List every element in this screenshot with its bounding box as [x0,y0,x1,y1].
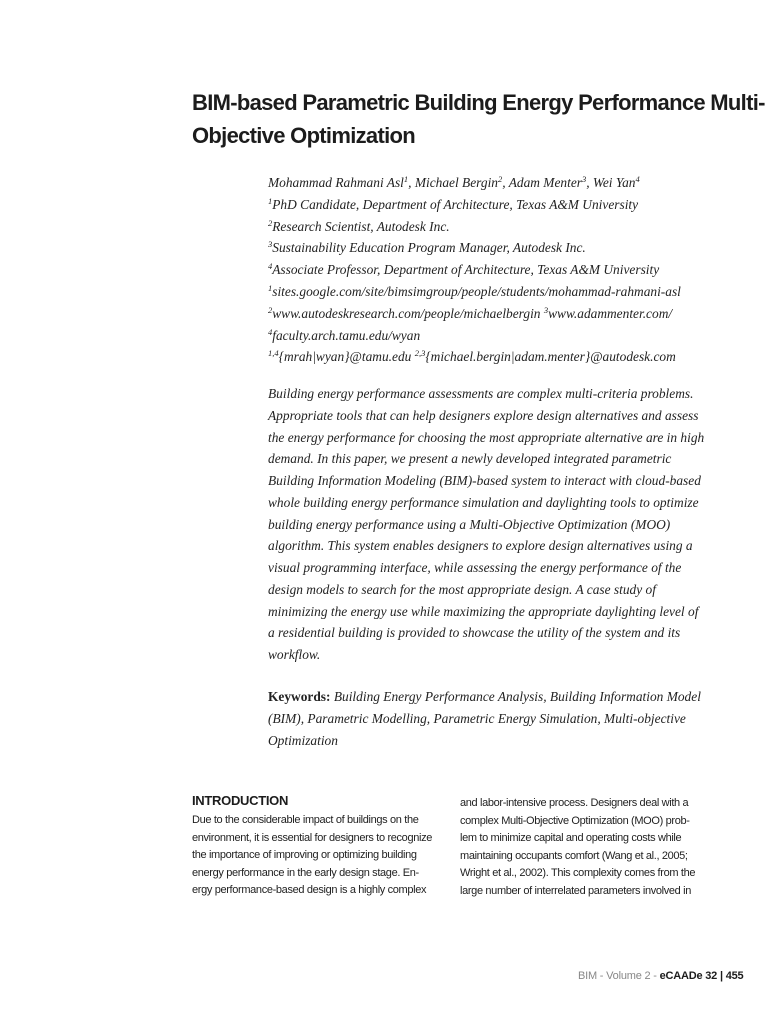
author-url [268,303,738,325]
author-names [268,172,738,194]
intro-column-left [192,812,444,900]
body-line: Wright et al., 2002). This complexity comes from the [460,867,696,880]
affiliation [268,259,738,281]
keywords-line [268,686,738,708]
intro-column-right [460,795,712,901]
body-line: maintaining occupants comfort (Wang et al., 2005; [460,849,688,862]
email-sup: 2,3 [414,348,426,359]
affiliation [268,216,738,238]
keywords [268,686,738,751]
email-sup: 1,4 [268,348,279,359]
footer-prefix: BIM - Volume 2 - [578,970,660,982]
section-heading-introduction: INTRODUCTION [192,793,289,808]
keywords-line: (BIM), Parametric Modelling, Parametric Energy Simulation, Multi-objective [268,710,686,726]
title-line: Objective Optimization [192,123,415,148]
abstract-line: building energy performance using a Multi-Objective Optimization (MOO) [268,516,671,532]
page-footer [578,970,743,982]
abstract-line: design models to search for the most appropriate design. A case study of [268,581,656,597]
title-line: BIM-based Parametric Building Energy Performance Multi- [192,90,765,115]
abstract-line: algorithm. This system enables designers to explore design alternatives using a [268,538,693,554]
affiliation-sup: 4 [268,261,273,272]
url-sup: 2 [268,304,273,315]
footer-conference: eCAADe 32 [659,970,718,982]
author-name: , Wei Yan [586,175,636,190]
url-sup: 4 [268,326,273,337]
author-sup: 2 [498,174,503,184]
abstract-line: whole building energy performance simulation and daylighting tools to optimize [268,494,699,510]
author-url [268,325,738,347]
abstract-line: visual programming interface, while assessing the energy performance of the [268,560,682,575]
author-name: Mohammad Rahmani Asl [268,175,404,190]
keywords-line: Optimization [268,732,338,748]
author-sup: 4 [635,174,640,184]
affiliation-text: PhD Candidate, Department of Architecture, Texas A&M University [272,196,639,212]
keywords-text: Building Energy Performance Analysis, Building Information Model [330,689,701,704]
body-line: ergy performance-based design is a highly complex [192,884,427,897]
abstract-line: minimizing the energy use while maximizing the appropriate daylighting level of [268,603,699,619]
author-sup: 3 [581,174,587,184]
affiliation [268,237,738,259]
abstract-line: workflow. [268,647,321,662]
author-block [268,172,738,368]
body-line: lem to minimize capital and operating costs while [460,832,682,845]
body-line: energy performance in the early design stage. En- [192,866,419,879]
paper-title [192,86,765,152]
author-name: , Adam Menter [502,175,582,190]
abstract [268,383,738,666]
abstract-line: demand. In this paper, we present a newly developed integrated parametric [268,451,672,467]
abstract-line: Building Information Modeling (BIM)-based system to interact with cloud-based [268,473,701,488]
author-emails [268,346,738,368]
author-sup: 1 [403,174,409,184]
affiliation-text: Research Scientist, Autodesk Inc. [272,218,450,234]
author-url[interactable] [268,281,738,303]
affiliation-text: Sustainability Education Program Manager, Autodesk Inc. [272,240,586,256]
keywords-label: Keywords: [268,689,331,704]
abstract-line: Building energy performance assessments are complex multi-criteria problems. [268,386,694,401]
body-line: and labor-intensive process. Designers deal with a [460,797,689,809]
email-text[interactable]: {michael.bergin|adam.menter}@autodesk.com [425,349,676,365]
affiliation-text: Associate Professor, Department of Architecture, Texas A&M University [272,262,660,278]
body-line: the importance of improving or optimizing building [192,849,417,862]
body-line: environment, it is essential for designers to recognize [192,831,432,844]
affiliation-sup: 2 [268,217,273,228]
url-sup: 3 [543,304,549,315]
affiliation-text[interactable]: sites.google.com/site/bimsimgroup/people/students/mohammad-rahmani-asl [272,283,681,299]
url-text[interactable]: www.adammenter.com/ [548,305,673,321]
abstract-line: Appropriate tools that can help designers explore design alternatives and assess [268,407,699,423]
abstract-line: a residential building is provided to showcase the utility of the system and its [268,625,681,641]
affiliation-sup: 3 [268,239,273,250]
body-line: large number of interrelated parameters involved in [460,884,692,897]
affiliation-sup: 1 [268,195,273,206]
body-line: Due to the considerable impact of buildings on the [192,814,419,826]
url-text[interactable]: www.autodeskresearch.com/people/michaelbergin [272,305,544,321]
affiliation [268,194,738,216]
author-name: , Michael Bergin [408,175,499,190]
page-number: 455 [725,970,744,982]
footer-separator: | [717,970,726,982]
url-text[interactable]: faculty.arch.tamu.edu/wyan [272,327,421,343]
body-line: complex Multi-Objective Optimization (MOO) prob- [460,814,690,827]
affiliation-sup: 1 [268,282,273,293]
abstract-line: the energy performance for choosing the most appropriate alternative are in high [268,429,705,445]
email-text[interactable]: {mrah|wyan}@tamu.edu [278,349,415,365]
